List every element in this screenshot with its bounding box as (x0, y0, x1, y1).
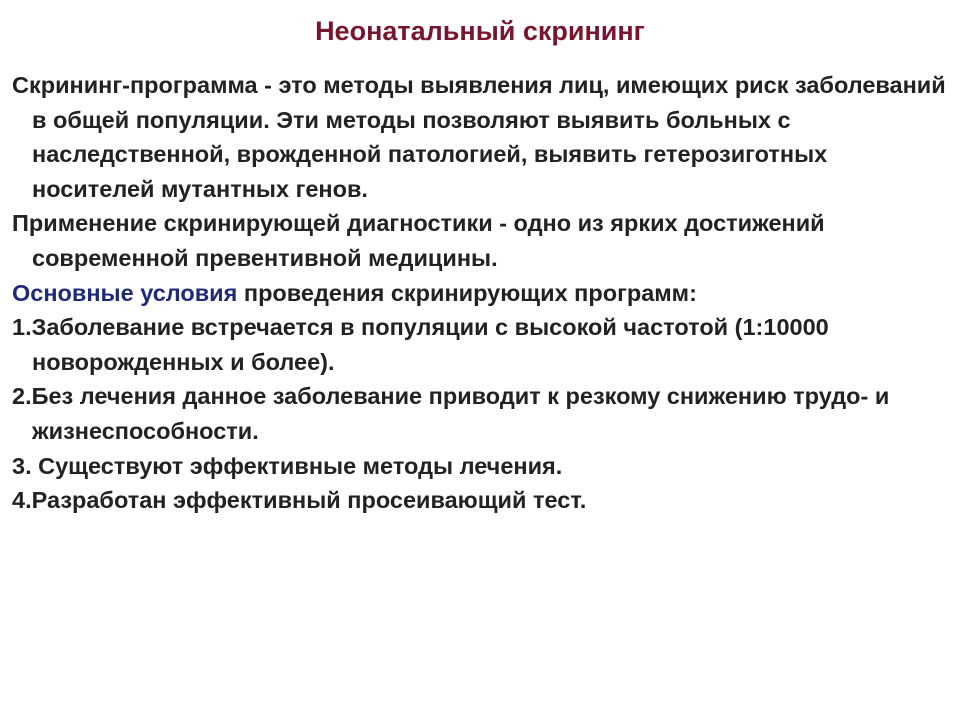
condition-item-2 (12, 379, 950, 448)
condition-item-3 (12, 449, 950, 484)
slide-title: Неонатальный скрининг (315, 16, 645, 46)
main-conditions-accent: Основные условия (12, 279, 238, 306)
condition-item-1 (12, 310, 950, 379)
condition-text: 2.Без лечения данное заболевание приводит к резкому снижению трудо- и жизнеспособности. (12, 383, 890, 444)
paragraph-text: Применение скринирующей диагностики - одно из ярких достижений современной превентивной медицины. (12, 210, 825, 271)
condition-text: 3. Существуют эффективные методы лечения. (12, 452, 563, 479)
condition-item-4 (12, 483, 950, 518)
slide-body (12, 68, 950, 518)
paragraph-screening-application (12, 206, 950, 275)
paragraph-main-conditions (12, 276, 950, 311)
paragraph-text: проведения скринирующих программ: (237, 279, 697, 306)
paragraph-text: Скрининг-программа - это методы выявления лиц, имеющих риск заболеваний в общей популяции. Эти методы позволяют выявить больных с наследственной, врожденной патологией, выявить гетерозиготных носителей мутантных генов. (12, 72, 946, 202)
paragraph-screening-definition (12, 68, 950, 206)
condition-text: 4.Разработан эффективный просеивающий тест. (12, 487, 587, 514)
condition-text: 1.Заболевание встречается в популяции с высокой частотой (1:10000 новорожденных и более). (12, 314, 829, 375)
